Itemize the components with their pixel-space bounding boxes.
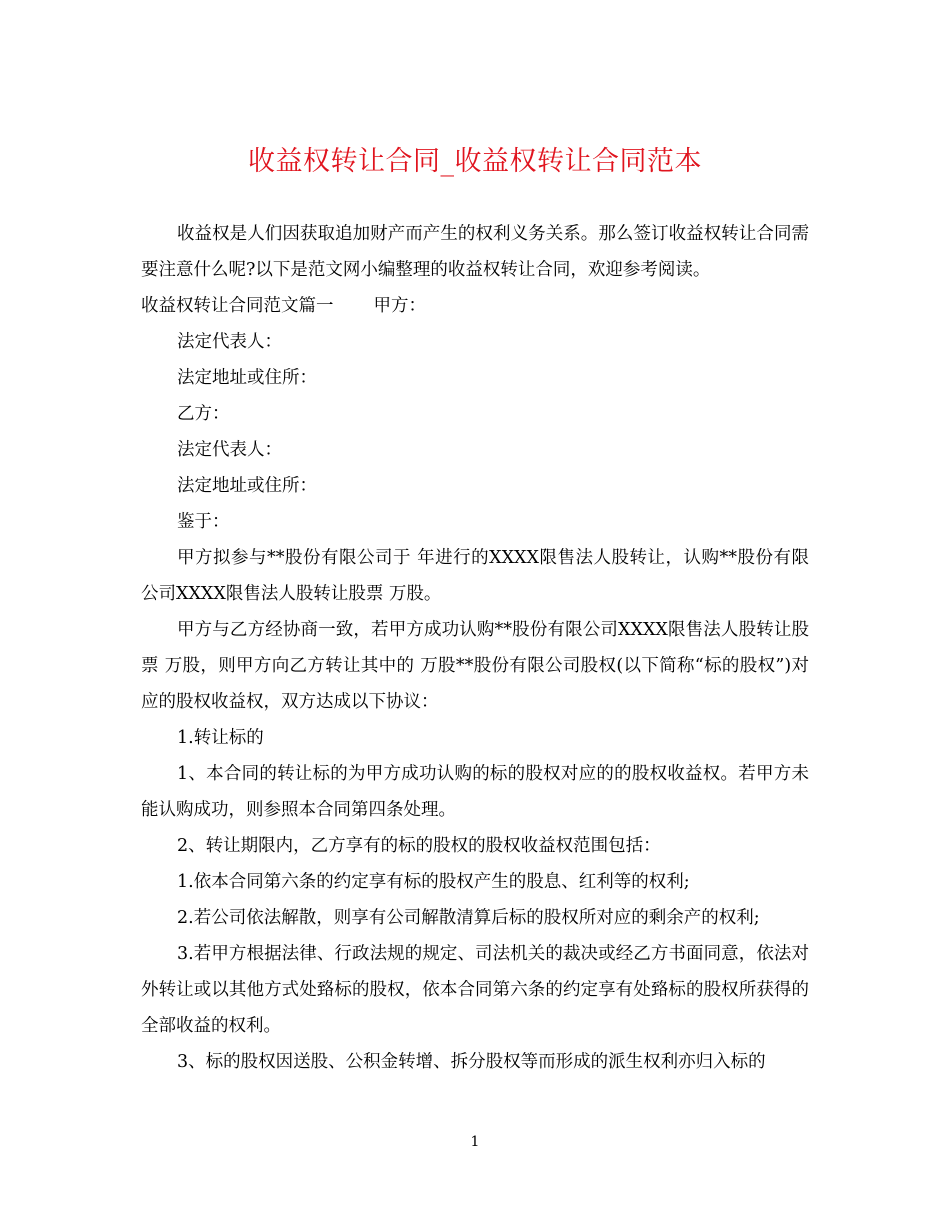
clause-item-1: 1、本合同的转让标的为甲方成功认购的标的股权对应的的股权收益权。若甲方未能认购成功，则参照本合同第四条处理。 <box>141 764 809 820</box>
party-a-label: 甲方： <box>373 296 426 316</box>
document-body <box>141 216 809 1080</box>
whereas-paragraph-2: 甲方与乙方经协商一致，若甲方成功认购**股份有限公司XXXX限售法人股转让股票 万股，则甲方向乙方转让其中的 万股**股份有限公司股权(以下简称“标的股权”)对应的股权收益权，双方达成以下协议： <box>141 620 809 712</box>
party-b-representative: 法定代表人： <box>177 440 282 460</box>
party-b-address: 法定地址或住所： <box>177 476 317 496</box>
clause-subitem-3: 3.若甲方根据法律、行政法规的规定、司法机关的裁决或经乙方书面同意，依法对外转让或以其他方式处臵标的股权，依本合同第六条的约定享有处臵标的股权所获得的全部收益的权利。 <box>141 944 809 1036</box>
clause-subitem-2: 2.若公司依法解散，则享有公司解散清算后标的股权所对应的剩余产的权利; <box>177 908 760 928</box>
whereas-label: 鉴于： <box>177 512 230 532</box>
whereas-paragraph-1: 甲方拟参与**股份有限公司于 年进行的XXXX限售法人股转让，认购**股份有限公司XXXX限售法人股转让股票 万股。 <box>141 548 809 604</box>
clause-subitem-1: 1.依本合同第六条的约定享有标的股权产生的股息、红利等的权利; <box>177 872 690 892</box>
document-title: 收益权转让合同_收益权转让合同范本 <box>248 146 702 177</box>
intro-paragraph: 收益权是人们因获取追加财产而产生的权利义务关系。那么签订收益权转让合同需要注意什么呢?以下是范文网小编整理的收益权转让合同，欢迎参考阅读。 <box>141 224 809 280</box>
party-a-representative: 法定代表人： <box>177 332 282 352</box>
clause-item-2: 2、转让期限内，乙方享有的标的股权的股权收益权范围包括： <box>177 836 661 856</box>
clause-item-3: 3、标的股权因送股、公积金转增、拆分股权等而形成的派生权利亦归入标的 <box>177 1052 766 1072</box>
party-a-address: 法定地址或住所： <box>177 368 317 388</box>
clause-heading: 1.转让标的 <box>177 728 264 748</box>
page-number: 1 <box>470 1134 480 1150</box>
section-heading-line <box>141 288 809 324</box>
party-b-label: 乙方： <box>177 404 230 424</box>
section-heading: 收益权转让合同范文篇一 <box>141 296 334 316</box>
